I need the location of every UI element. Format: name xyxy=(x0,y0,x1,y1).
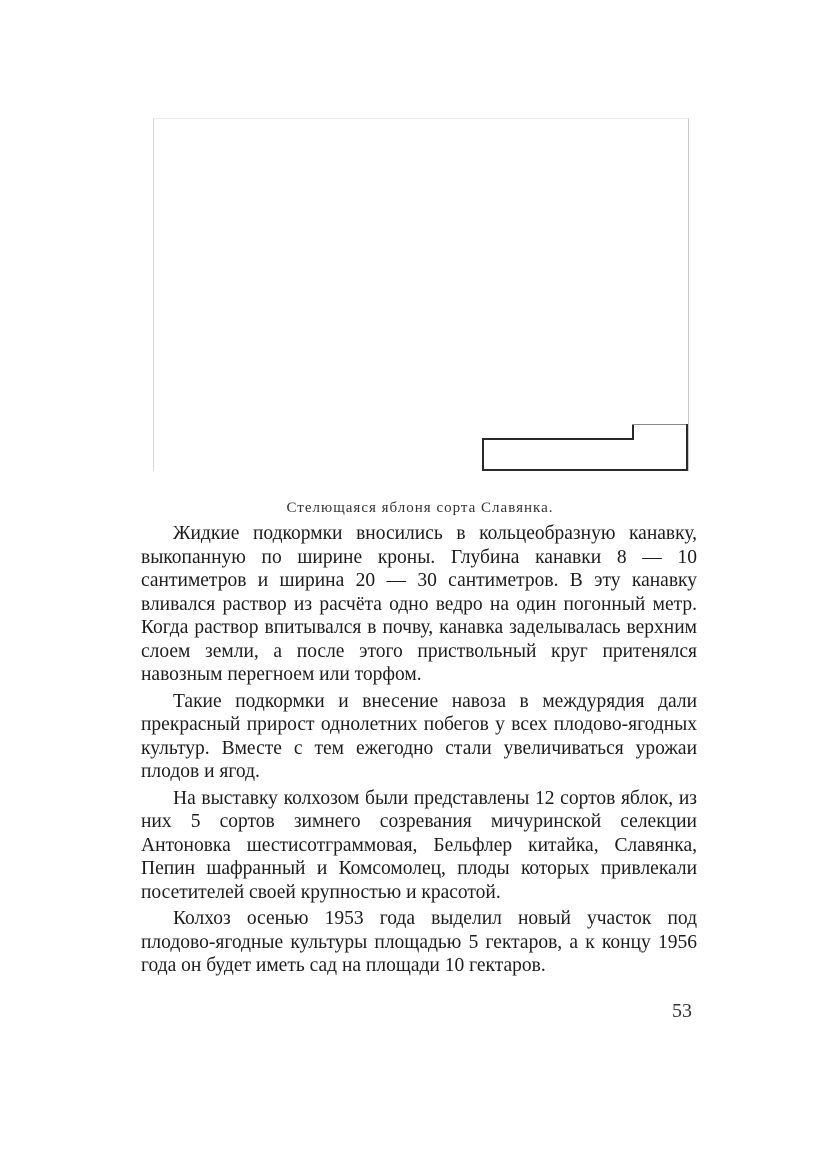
page-number: 53 xyxy=(672,1000,692,1022)
photo-placeholder xyxy=(153,118,689,471)
paragraph: Колхоз осенью 1953 года выделил новый участок под плодово-ягодные культуры площадью 5 гектаров, а к концу 1956 года он будет иметь сад на площади 10 гектаров. xyxy=(141,908,697,976)
paragraph: Жидкие подкормки вносились в кольцеобразную канавку, выкопанную по ширине кроны. Глубина канавки 8 — 10 сантиметров и ширина 20 — 30 сантиметров. В эту канавку вливался раствор из расчёта одно ведро на один погонный метр. Когда раствор впитывался в почву, канавка заделывалась верхним слоем земли, а после этого приствольный круг притенялся навозным перегноем или торфом. xyxy=(141,523,697,685)
paragraph: Такие подкормки и внесение навоза в междурядия дали прекрасный прирост однолетних побегов у всех плодово-ягодных культур. Вместе с тем ежегодно стали увеличиваться урожаи плодов и ягод. xyxy=(141,690,697,782)
body-text xyxy=(141,522,697,981)
photo-frame-notch xyxy=(482,424,688,471)
paragraph: На выставку колхозом были представлены 12 сортов яблок, из них 5 сортов зимнего созревания мичуринской селекции Антоновка шестисотграммовая, Бельфлер китайка, Славянка, Пепин шафранный и Комсомолец, плоды которых привлекали посетителей своей крупностью и красотой. xyxy=(141,787,697,903)
photo-caption: Стелющаяся яблоня сорта Славянка. xyxy=(286,500,554,516)
